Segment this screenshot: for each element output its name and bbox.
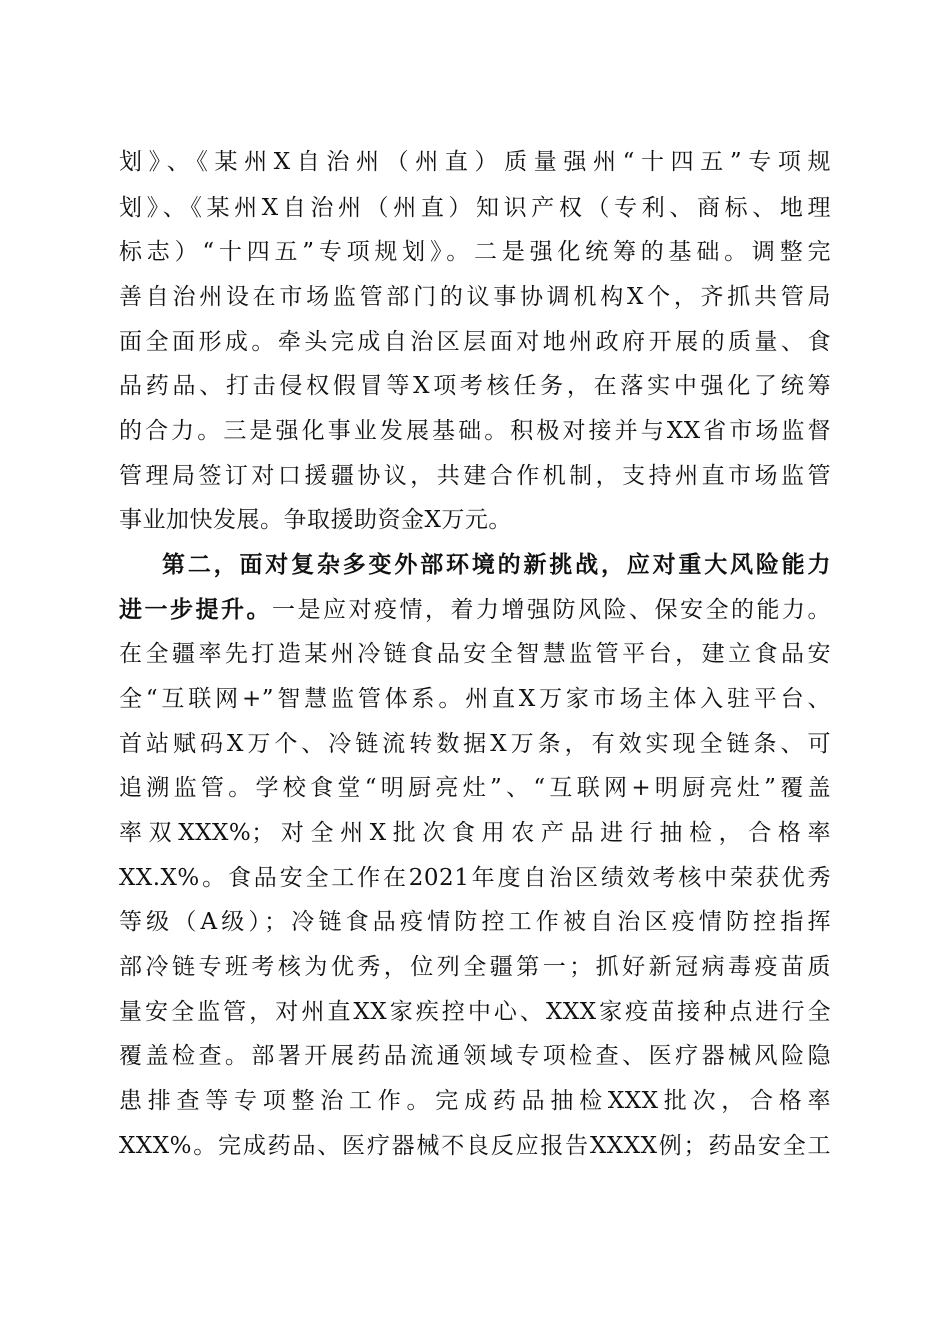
point-heading: 一是应对疫情，着力增强防风险、保安全的能力。 bbox=[272, 597, 831, 623]
text-line: 面全面形成。牵头完成自治区层面对地州政府开展的质量、食 bbox=[119, 329, 831, 355]
text-line: 首站赋码X万个、冷链流转数据X万条，有效实现全链条、可 bbox=[119, 731, 831, 757]
text-line: XX.X%。食品安全工作在2021年度自治区绩效考核中荣获优秀 bbox=[119, 865, 831, 891]
text-line: XXX%。完成药品、医疗器械不良反应报告XXXX例；药品安全工 bbox=[119, 1133, 831, 1159]
section-heading-line: 第二，面对复杂多变外部环境的新挑战，应对重大风险能力 bbox=[162, 551, 831, 578]
text-line: 率双XXX%；对全州X批次食用农产品进行抽检，合格率 bbox=[119, 820, 831, 846]
text-line: 在全疆率先打造某州冷链食品安全智慧监管平台，建立食品安 bbox=[119, 641, 831, 667]
section-heading-end: 进一步提升。 bbox=[119, 596, 272, 623]
text-line: 追溯监管。学校食堂“明厨亮灶”、“互联网+明厨亮灶”覆盖 bbox=[119, 775, 831, 801]
text-line: 品药品、打击侵权假冒等X项考核任务，在落实中强化了统筹 bbox=[119, 373, 831, 399]
text-line: 量安全监管，对州直XX家疾控中心、XXX家疫苗接种点进行全 bbox=[119, 999, 831, 1025]
text-line: 的合力。三是强化事业发展基础。积极对接并与XX省市场监督 bbox=[119, 418, 831, 444]
text-line: 划》、《某州X自治州（州直）知识产权（专利、商标、地理 bbox=[119, 195, 831, 221]
text-line: 全“互联网+”智慧监管体系。州直X万家市场主体入驻平台、 bbox=[119, 686, 831, 712]
text-line: 等级（A级）；冷链食品疫情防控工作被自治区疫情防控指挥 bbox=[119, 909, 831, 935]
text-line: 患排查等专项整治工作。完成药品抽检XXX批次，合格率 bbox=[119, 1088, 831, 1114]
text-line: 部冷链专班考核为优秀，位列全疆第一；抓好新冠病毒疫苗质 bbox=[119, 954, 831, 980]
text-line: 划》、《某州X自治州（州直）质量强州“十四五”专项规 bbox=[119, 149, 831, 175]
text-line: 标志）“十四五”专项规划》。二是强化统筹的基础。调整完 bbox=[119, 239, 831, 265]
text-line: 事业加快发展。争取援助资金X万元。 bbox=[119, 507, 512, 533]
text-line: 覆盖检查。部署开展药品流通领域专项检查、医疗器械风险隐 bbox=[119, 1043, 831, 1069]
text-line bbox=[119, 590, 831, 630]
text-line: 管理局签订对口援疆协议，共建合作机制，支持州直市场监管 bbox=[119, 463, 831, 489]
text-line: 善自治州设在市场监管部门的议事协调机构X个，齐抓共管局 bbox=[119, 284, 831, 310]
